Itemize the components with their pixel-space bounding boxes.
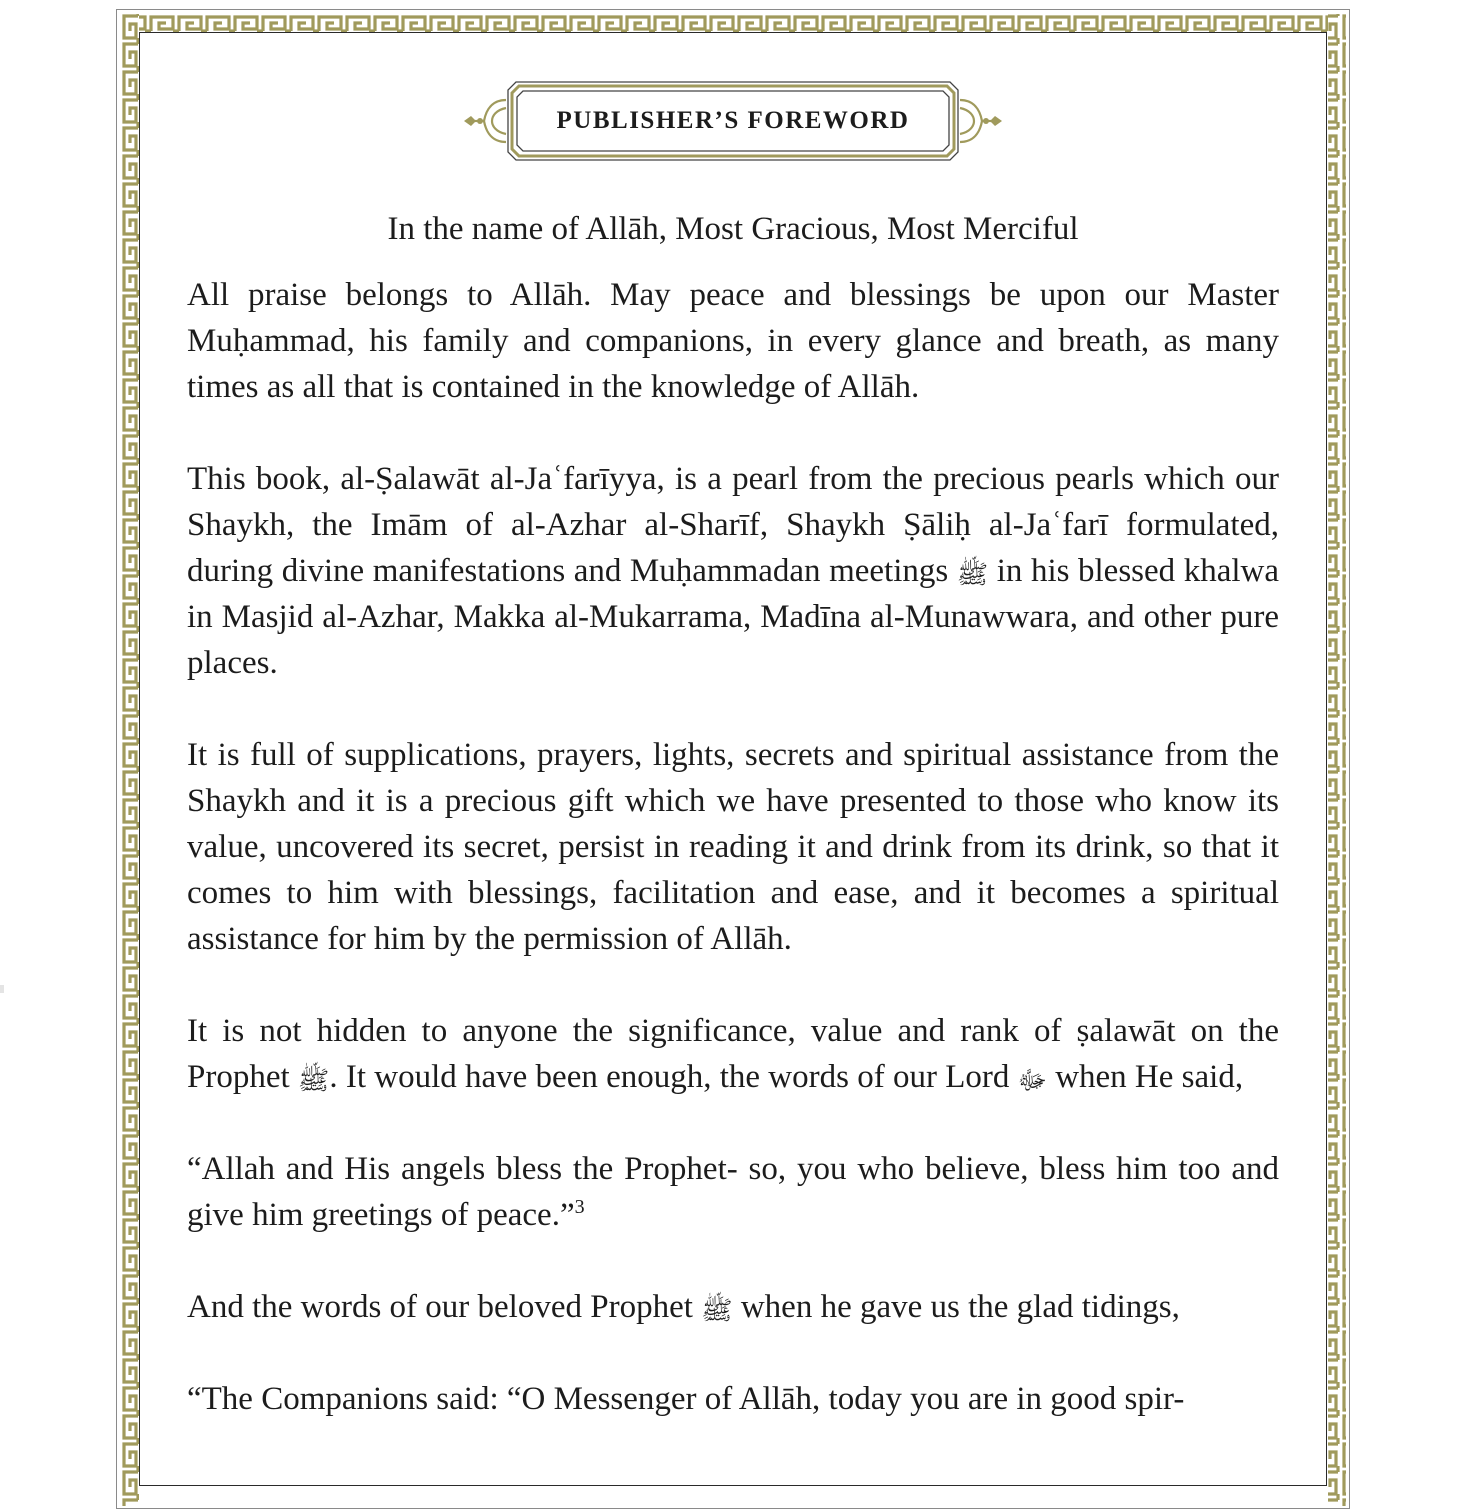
paragraph-text: And the words of our beloved Prophet xyxy=(187,1289,693,1325)
salla-allahu-alayhi-wasallam-icon: ﷺ xyxy=(701,1296,733,1326)
paragraph-contents: It is full of supplications, prayers, lights, secrets and spiritual assistance from the Shaykh and it is a precious gift which we have presented to those who know its value, uncovered its secret, persist in reading it and drink from its drink, so that it comes to him with blessings, facilitation and ease, and it becomes a spiritual assistance for him by the permission of Allāh. xyxy=(187,737,1279,957)
paragraph-significance xyxy=(187,1008,1279,1100)
paragraph-text: This book, al-Ṣalawāt al-Jaʿfarīyya, is a pearl from the precious pearls which our Shaykh, the Imām of al-Azhar al-Sharīf, Shaykh Ṣāliḥ al-Jaʿfarī formulated, during divine manifestations and Muḥammadan meetings xyxy=(187,461,1279,589)
title-cartouche xyxy=(462,80,1004,162)
paragraph-book-intro xyxy=(187,456,1279,686)
paragraph-text: . It would have been enough, the words of our Lord xyxy=(329,1059,1010,1095)
paragraph-text: when He said, xyxy=(1055,1059,1244,1095)
salla-allahu-alayhi-wasallam-icon: ﷺ xyxy=(956,560,989,590)
quran-quote xyxy=(187,1146,1279,1238)
subhanahu-wa-taala-icon: ﷻ xyxy=(1017,1066,1047,1096)
paragraph-text: in his blessed khalwa in Masjid al-Azhar, Makka al-Mukarrama, Madīna al-Munawwara, and other pure places. xyxy=(187,553,1280,681)
basmala-heading: In the name of Allāh, Most Gracious, Most Merciful xyxy=(387,211,1079,247)
paragraph-praise: All praise belongs to Allāh. May peace and blessings be upon our Master Muḥammad, his family and companions, in every glance and breath, as many times as all that is contained in the knowledge of Allāh. xyxy=(187,277,1279,405)
hadith-quote: “The Companions said: “O Messenger of Allāh, today you are in good spir- xyxy=(187,1381,1185,1417)
quote-text: “Allah and His angels bless the Prophet- so, you who believe, bless him too and give him greetings of peace.” xyxy=(187,1151,1279,1233)
paragraph-text: when he gave us the glad tidings, xyxy=(740,1289,1180,1325)
paragraph-text: It is not hidden to anyone the significance, value and rank of ṣalawāt on the Prophet xyxy=(187,1013,1279,1095)
salla-allahu-alayhi-wasallam-icon: ﷺ xyxy=(297,1066,330,1096)
scan-artifact xyxy=(0,985,4,993)
foreword-body xyxy=(187,206,1279,1468)
paragraph-glad-tidings xyxy=(187,1284,1279,1330)
footnote-marker[interactable]: 3 xyxy=(574,1196,585,1218)
page-title: PUBLISHER’S FOREWORD xyxy=(556,107,910,134)
